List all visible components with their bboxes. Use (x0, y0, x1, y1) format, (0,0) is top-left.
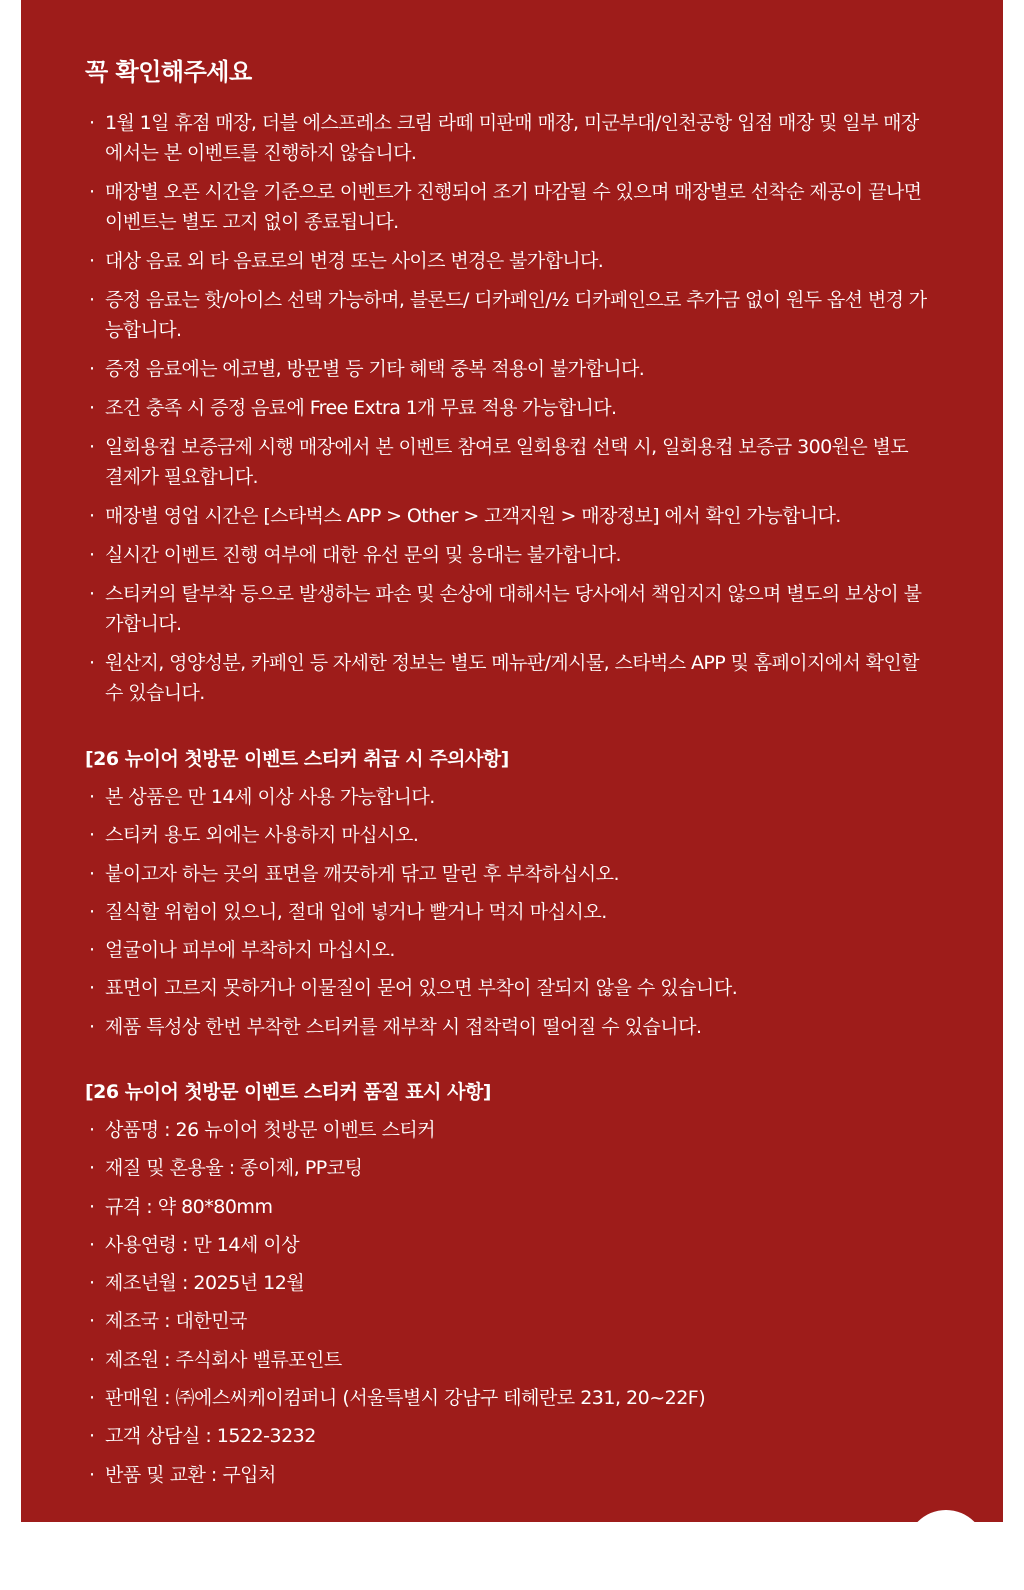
quality-item (89, 1268, 945, 1298)
bullet-dot: · (89, 358, 95, 380)
quality-item (89, 1153, 945, 1183)
quality-section (85, 1077, 945, 1498)
quality-item-text: 제조년월 : 2025년 12월 (105, 1272, 305, 1295)
bullet-dot: · (89, 939, 95, 962)
bullet-dot: · (89, 1425, 95, 1448)
notice-item-text: 실시간 이벤트 진행 여부에 대한 유선 문의 및 응대는 불가합니다. (105, 544, 622, 566)
notice-item-text: 증정 음료는 핫/아이스 선택 가능하며, 블론드/ 디카페인/½ 디카페인으로 추가금 없이 원두 옵션 변경 가능합니다. (105, 289, 927, 341)
quality-item (89, 1192, 945, 1222)
bullet-dot: · (89, 977, 95, 1000)
caution-item-text: 얼굴이나 피부에 부착하지 마십시오. (105, 939, 395, 962)
quality-item (89, 1115, 945, 1145)
notice-item (89, 246, 929, 276)
quality-item-text: 고객 상담실 : 1522-3232 (105, 1425, 316, 1448)
quality-item-text: 제조국 : 대한민국 (105, 1310, 247, 1333)
bullet-dot: · (89, 1015, 95, 1038)
caution-item (89, 1012, 945, 1042)
caution-section (85, 744, 945, 1050)
notice-item-text: 원산지, 영양성분, 카페인 등 자세한 정보는 별도 메뉴판/게시물, 스타벅스 APP 및 홈페이지에서 확인할 수 있습니다. (105, 652, 919, 704)
caution-item-text: 제품 특성상 한번 부착한 스티커를 재부착 시 접착력이 떨어질 수 있습니다. (105, 1015, 702, 1038)
caution-item-text: 스티커 용도 외에는 사용하지 마십시오. (105, 824, 419, 847)
quality-item-text: 반품 및 교환 : 구입처 (105, 1463, 276, 1486)
notice-panel (21, 0, 1003, 1522)
bullet-dot: · (89, 544, 95, 566)
quality-item-text: 상품명 : 26 뉴이어 첫방문 이벤트 스티커 (105, 1119, 436, 1141)
quality-item (89, 1421, 945, 1451)
quality-item (89, 1345, 945, 1375)
notice-item-text: 스티커의 탈부착 등으로 발생하는 파손 및 손상에 대해서는 당사에서 책임지지 않으며 별도의 보상이 불가합니다. (105, 583, 922, 635)
caution-item-text: 붙이고자 하는 곳의 표면을 깨끗하게 닦고 말린 후 부착하십시오. (105, 862, 620, 885)
bullet-dot: · (89, 1387, 95, 1410)
bullet-dot: · (89, 181, 95, 203)
caution-item (89, 935, 945, 965)
quality-list (85, 1115, 945, 1490)
notice-item (89, 501, 929, 531)
notice-list (89, 108, 929, 717)
notice-item (89, 285, 929, 345)
bullet-dot: · (89, 250, 95, 272)
caution-item-text: 표면이 고르지 못하거나 이물질이 묻어 있으면 부착이 잘되지 않을 수 있습니다. (105, 977, 738, 1000)
bullet-dot: · (89, 1310, 95, 1333)
notice-item (89, 579, 929, 639)
caution-list (85, 782, 945, 1042)
notice-item-text: 1월 1일 휴점 매장, 더블 에스프레소 크림 라떼 미판매 매장, 미군부대/인천공항 입점 매장 및 일부 매장에서는 본 이벤트를 진행하지 않습니다. (105, 112, 919, 164)
bullet-dot: · (89, 1272, 95, 1295)
bullet-dot: · (89, 397, 95, 419)
floating-button[interactable] (906, 1510, 986, 1590)
notice-item-text: 조건 충족 시 증정 음료에 Free Extra 1개 무료 적용 가능합니다. (105, 397, 617, 419)
bullet-dot: · (89, 824, 95, 847)
quality-item (89, 1383, 945, 1413)
bullet-dot: · (89, 900, 95, 923)
bullet-dot: · (89, 1195, 95, 1218)
quality-item-text: 판매원 : ㈜에스씨케이컴퍼니 (서울특별시 강남구 테헤란로 231, 20~22F) (105, 1387, 706, 1410)
quality-item-text: 사용연령 : 만 14세 이상 (105, 1233, 300, 1256)
notice-item (89, 108, 929, 168)
bullet-dot: · (89, 862, 95, 885)
bullet-dot: · (89, 289, 95, 311)
notice-item-text: 일회용컵 보증금제 시행 매장에서 본 이벤트 참여로 일회용컵 선택 시, 일회용컵 보증금 300원은 별도 결제가 필요합니다. (105, 436, 909, 488)
quality-item-text: 제조원 : 주식회사 밸류포인트 (105, 1348, 342, 1371)
notice-item-text: 매장별 오픈 시간을 기준으로 이벤트가 진행되어 조기 마감될 수 있으며 매장별로 선착순 제공이 끝나면 이벤트는 별도 고지 없이 종료됩니다. (105, 181, 922, 233)
bullet-dot: · (89, 1233, 95, 1256)
caution-item (89, 973, 945, 1003)
notice-item (89, 648, 929, 708)
notice-item-text: 대상 음료 외 타 음료로의 변경 또는 사이즈 변경은 불가합니다. (105, 250, 604, 272)
notice-title: 꼭 확인해주세요 (85, 58, 252, 86)
notice-item-text: 매장별 영업 시간은 [스타벅스 APP > Other > 고객지원 > 매장정보] 에서 확인 가능합니다. (105, 505, 841, 527)
bullet-dot: · (89, 652, 95, 674)
notice-item (89, 540, 929, 570)
caution-item-text: 본 상품은 만 14세 이상 사용 가능합니다. (105, 786, 435, 808)
bullet-dot: · (89, 1463, 95, 1486)
notice-item-text: 증정 음료에는 에코별, 방문별 등 기타 혜택 중복 적용이 불가합니다. (105, 358, 645, 380)
bullet-dot: · (89, 436, 95, 458)
caution-item-text: 질식할 위험이 있으니, 절대 입에 넣거나 빨거나 먹지 마십시오. (105, 900, 607, 923)
quality-title: [26 뉴이어 첫방문 이벤트 스티커 품질 표시 사항] (85, 1081, 491, 1103)
quality-item-text: 재질 및 혼용율 : 종이제, PP코팅 (105, 1157, 363, 1180)
quality-item (89, 1230, 945, 1260)
bullet-dot: · (89, 505, 95, 527)
quality-item-text: 규격 : 약 80*80mm (105, 1195, 273, 1218)
caution-item (89, 897, 945, 927)
quality-item (89, 1306, 945, 1336)
bullet-dot: · (89, 112, 95, 134)
bullet-dot: · (89, 1348, 95, 1371)
notice-item (89, 432, 929, 492)
bullet-dot: · (89, 786, 95, 808)
caution-item (89, 859, 945, 889)
bullet-dot: · (89, 1119, 95, 1141)
caution-item (89, 820, 945, 850)
bullet-dot: · (89, 1157, 95, 1180)
caution-item (89, 782, 945, 812)
notice-item (89, 393, 929, 423)
notice-item (89, 354, 929, 384)
notice-item (89, 177, 929, 237)
quality-item (89, 1460, 945, 1490)
caution-title: [26 뉴이어 첫방문 이벤트 스티커 취급 시 주의사항] (85, 748, 509, 770)
bullet-dot: · (89, 583, 95, 605)
